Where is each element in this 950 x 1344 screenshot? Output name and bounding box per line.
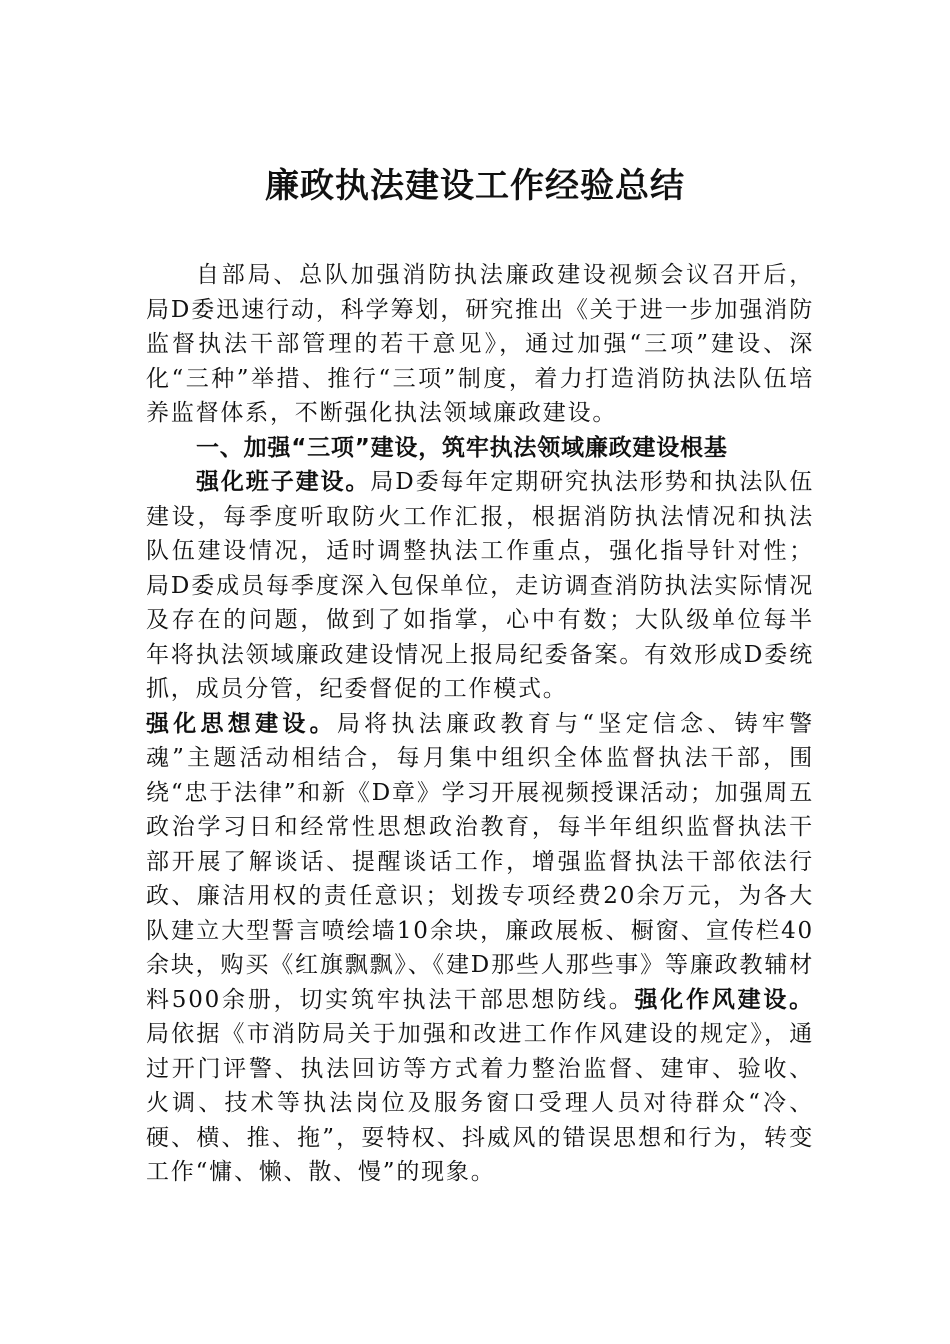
text-ideology-building: 局将执法廉政教育与“坚定信念、铸牢警魂”主题活动相结合，每月集中组织全体监督执法干部，围绕“忠于法律”和新《D章》学习开展视频授课活动；加强周五政治学习日和经常性思想政治教育，每半年组织监督执法干部开展了解谈话、提醒谈话工作，增强监督执法干部依法行政、廉洁用权的责任意识；划拨专项经费20余万元，为各大队建立大型誓言喷绘墙10余块，廉政展板、橱窗、宣传栏40余块，购买《红旗飘飘》、《建D那些人那些事》等廉政教辅材料500余册，切实筑牢执法干部思想防线。 [146,710,814,1013]
text-team-building: 局D委每年定期研究执法形势和执法队伍建设，每季度听取防火工作汇报，根据消防执法情况和执法队伍建设情况，适时调整执法工作重点，强化指导针对性；局D委成员每季度深入包保单位，走访调查消防执法实际情况及存在的问题，做到了如指掌，心中有数；大队级单位每半年将执法领域廉政建设情况上报局纪委备案。有效形成D委统抓，成员分管，纪委督促的工作模式。 [146,469,814,702]
intro-paragraph: 自部局、总队加强消防执法廉政建设视频会议召开后，局D委迅速行动，科学筹划，研究推出《关于进一步加强消防监督执法干部管理的若干意见》，通过加强“三项”建设、深化“三种”举措、推行“三项”制度，着力打造消防执法队伍培养监督体系，不断强化执法领域廉政建设。 [146,262,814,426]
lead-style-building: 强化作风建设。 [634,986,814,1013]
paragraph-team-building [146,465,814,707]
document-body [146,258,814,1190]
lead-team-building: 强化班子建设。 [196,469,371,495]
lead-ideology-building: 强化思想建设。 [146,710,337,737]
paragraph-ideology-building [146,707,814,1190]
document-title: 廉政执法建设工作经验总结 [265,166,685,206]
section-heading-1: 一、加强“三项”建设，筑牢执法领域廉政建设根基 [196,434,728,461]
text-style-building: 局依据《市消防局关于加强和改进工作作风建设的规定》，通过开门评警、执法回访等方式着力整治监督、建审、验收、火调、技术等执法岗位及服务窗口受理人员对待群众“冷、硬、横、推、拖”，耍特权、抖威风的错误思想和行为，转变工作“慵、懒、散、慢”的现象。 [146,1021,814,1185]
